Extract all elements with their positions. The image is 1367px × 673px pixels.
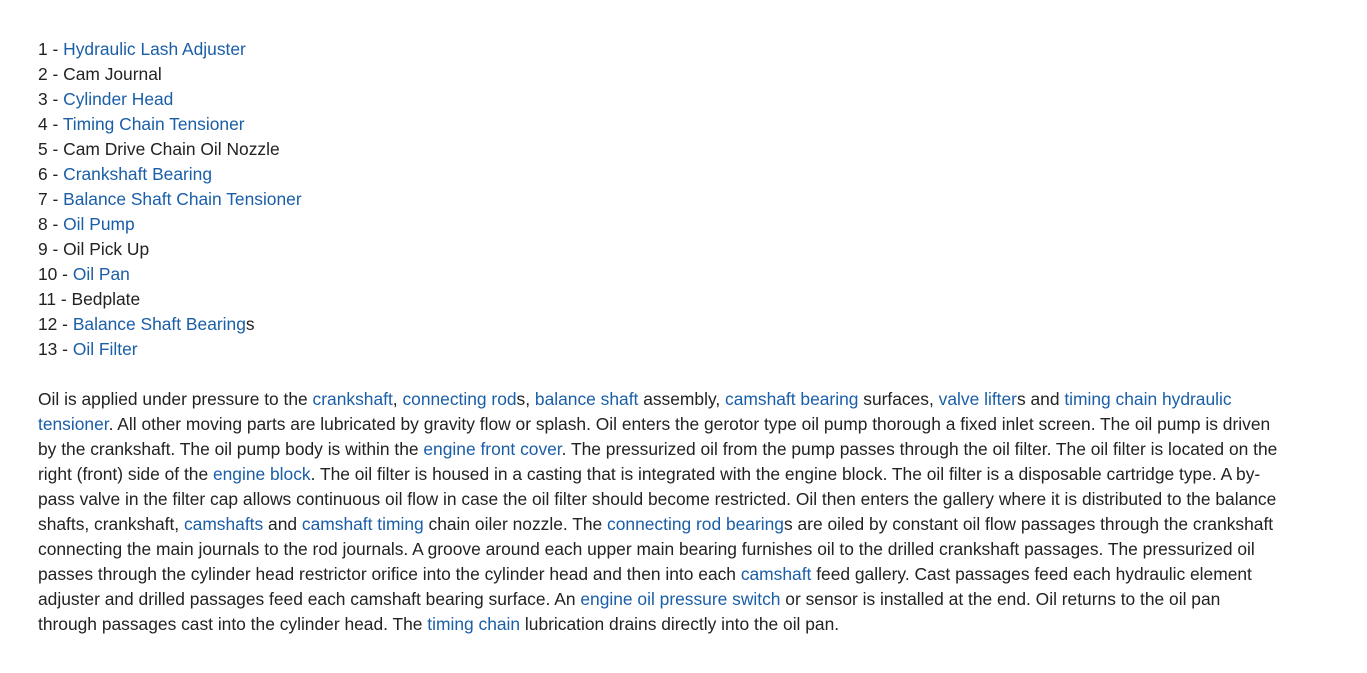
description-text: . The oil filter is housed in a casting that is integrated with the engine block. The oil filter is a disposable cartridge type. A by-pass valve in the filter cap allows continuous oil flow in case the oil filter should become restricted. Oil then enters the gallery where it is distributed to the balance shafts, crankshaft, — [38, 464, 1277, 534]
description-text: assembly, — [638, 389, 726, 409]
legend-item — [38, 112, 1278, 137]
link-timing-chain[interactable]: timing chain — [427, 614, 521, 634]
description-text: s, — [516, 389, 535, 409]
description-text: s and — [1016, 389, 1065, 409]
legend-item-separator: - — [57, 339, 73, 359]
legend-item-number: 12 — [38, 314, 58, 334]
legend-item-number: 3 — [38, 89, 48, 109]
link-camshaft[interactable]: camshaft — [740, 564, 812, 584]
legend-item — [38, 37, 1278, 62]
legend-item-separator: - — [47, 139, 64, 159]
description-text: and — [263, 514, 302, 534]
legend-item-separator: - — [47, 164, 64, 184]
link-crankshaft[interactable]: crankshaft — [312, 389, 393, 409]
legend-item-number: 6 — [38, 164, 48, 184]
legend-item-number: 10 — [38, 264, 58, 284]
description-text: or sensor is installed at the end. Oil returns to the oil pan through passages cast into the cylinder head. The — [38, 589, 1221, 634]
component-legend-list — [38, 37, 1278, 362]
link-timing-chain-hydraulic-tensioner[interactable]: timing chain hydraulic tensioner — [38, 389, 1232, 434]
link-oil-filter[interactable]: Oil Filter — [72, 339, 138, 359]
description-text: lubrication drains directly into the oil pan. — [520, 614, 840, 634]
legend-item — [38, 312, 1278, 337]
link-camshaft-bearing[interactable]: camshaft bearing — [725, 389, 859, 409]
legend-item-separator: - — [47, 64, 64, 84]
link-engine-oil-pressure-switch[interactable]: engine oil pressure switch — [580, 589, 781, 609]
legend-item-number: 5 — [38, 139, 48, 159]
link-connecting-rod[interactable]: connecting rod — [402, 389, 517, 409]
link-oil-pump[interactable]: Oil Pump — [63, 214, 135, 234]
link-balance-shaft-chain-tensioner[interactable]: Balance Shaft Chain Tensioner — [63, 189, 302, 209]
legend-item — [38, 337, 1278, 362]
legend-item-separator: - — [57, 314, 73, 334]
legend-item-separator: - — [56, 289, 72, 309]
link-timing-chain-tensioner[interactable]: Timing Chain Tensioner — [62, 114, 245, 134]
legend-item — [38, 212, 1278, 237]
description-text: . The pressurized oil from the pump passes through the oil filter. The oil filter is located on the right (front) side of the — [38, 439, 1278, 484]
legend-item-separator: - — [57, 264, 73, 284]
legend-item — [38, 62, 1278, 87]
link-crankshaft-bearing[interactable]: Crankshaft Bearing — [63, 164, 213, 184]
legend-item — [38, 187, 1278, 212]
legend-item — [38, 162, 1278, 187]
legend-item — [38, 87, 1278, 112]
link-cylinder-head[interactable]: Cylinder Head — [63, 89, 174, 109]
link-camshaft-timing[interactable]: camshaft timing — [301, 514, 424, 534]
link-balance-shaft-bearing[interactable]: Balance Shaft Bearing — [72, 314, 246, 334]
legend-item-separator: - — [47, 89, 64, 109]
description-text: , — [392, 389, 403, 409]
legend-item-number: 8 — [38, 214, 48, 234]
link-oil-pan[interactable]: Oil Pan — [72, 264, 130, 284]
legend-item-label: Oil Pick Up — [63, 239, 150, 259]
link-engine-block[interactable]: engine block — [212, 464, 311, 484]
legend-item-number: 7 — [38, 189, 48, 209]
legend-item — [38, 287, 1278, 312]
link-hydraulic-lash-adjuster[interactable]: Hydraulic Lash Adjuster — [63, 39, 246, 59]
article-content — [38, 37, 1278, 637]
legend-item-label: Cam Journal — [63, 64, 162, 84]
link-engine-front-cover[interactable]: engine front cover — [423, 439, 562, 459]
link-valve-lifter[interactable]: valve lifter — [938, 389, 1017, 409]
legend-item-number: 2 — [38, 64, 48, 84]
link-connecting-rod-bearing[interactable]: connecting rod bearing — [607, 514, 784, 534]
legend-item — [38, 262, 1278, 287]
legend-item — [38, 237, 1278, 262]
legend-item-number: 4 — [38, 114, 48, 134]
link-camshafts[interactable]: camshafts — [183, 514, 264, 534]
description-text: s are oiled by constant oil flow passages through the crankshaft connecting the main journals to the rod journals. A groove around each upper main bearing furnishes oil to the drilled crankshaft passages. The pressurized oil passes through the cylinder head restrictor orifice into the cylinder head and then into each — [38, 514, 1274, 584]
description-text: chain oiler nozzle. The — [423, 514, 608, 534]
legend-item-number: 13 — [38, 339, 58, 359]
legend-item-separator: - — [47, 189, 64, 209]
description-text: feed gallery. Cast passages feed each hydraulic element adjuster and drilled passages feed each camshaft bearing surface. An — [38, 564, 1252, 609]
legend-item-number: 1 — [38, 39, 48, 59]
legend-item-number: 11 — [38, 289, 57, 309]
legend-item-label: s — [245, 314, 255, 334]
legend-item-separator: - — [47, 114, 63, 134]
oil-system-description — [38, 387, 1278, 637]
legend-item — [38, 137, 1278, 162]
legend-item-number: 9 — [38, 239, 48, 259]
legend-item-label: Bedplate — [71, 289, 141, 309]
legend-item-separator: - — [47, 39, 64, 59]
description-text: Oil is applied under pressure to the — [38, 389, 313, 409]
link-balance-shaft[interactable]: balance shaft — [534, 389, 639, 409]
description-text: . All other moving parts are lubricated by gravity flow or splash. Oil enters the gerotor type oil pump thorough a fixed inlet screen. The oil pump is driven by the crankshaft. The oil pump body is within the — [38, 414, 1271, 459]
legend-item-separator: - — [47, 239, 64, 259]
legend-item-separator: - — [47, 214, 64, 234]
legend-item-label: Cam Drive Chain Oil Nozzle — [63, 139, 280, 159]
description-text: surfaces, — [858, 389, 939, 409]
